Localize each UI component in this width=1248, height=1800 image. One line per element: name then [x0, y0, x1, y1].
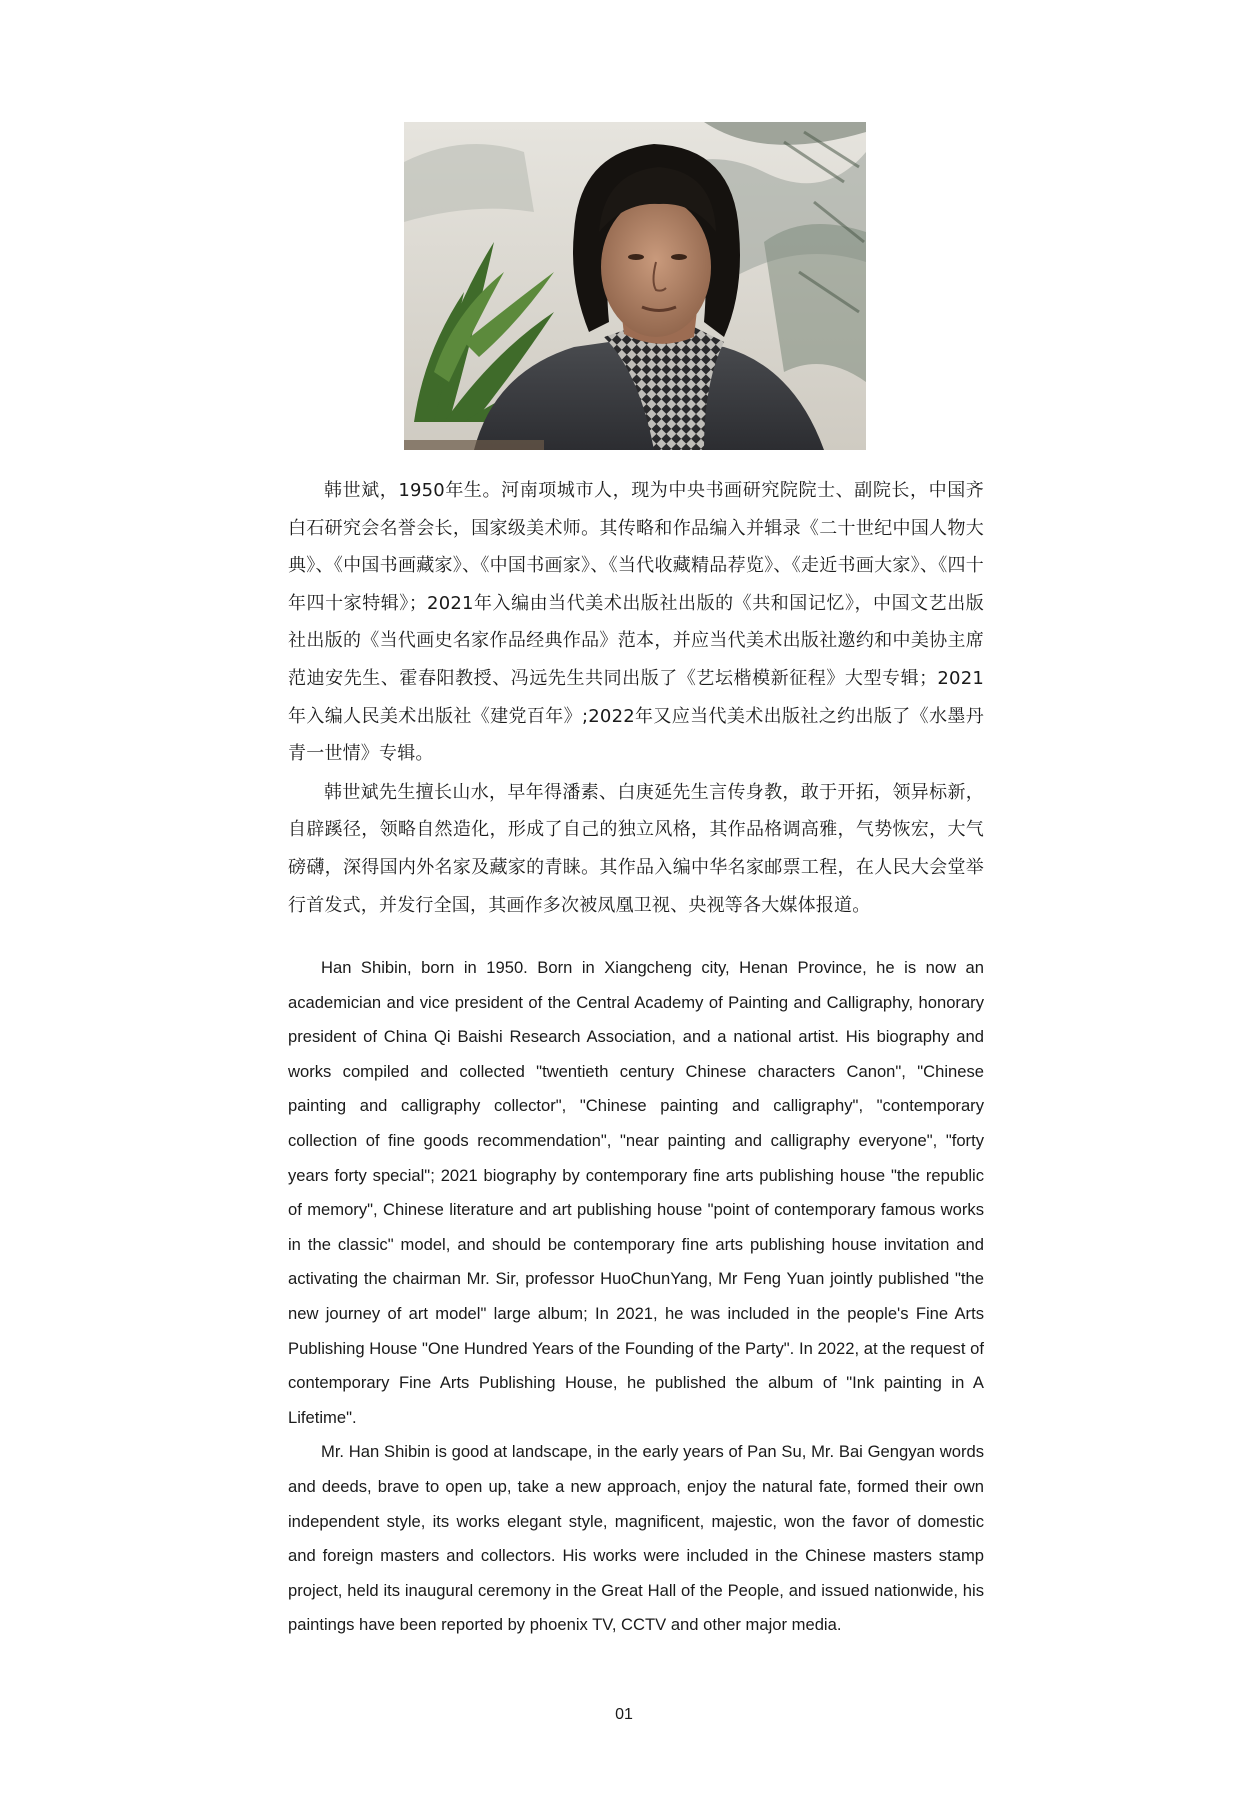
- chinese-paragraph-1: 韩世斌，1950年生。河南项城市人，现为中央书画研究院院士、副院长，中国齐白石研究会名誉会长，国家级美术师。其传略和作品编入并辑录《二十世纪中国人物大典》、《中国书画藏家》、《中国书画家》、《当代收藏精品荐览》、《走近书画大家》、《四十年四十家特辑》；2021年入编由当代美术出版社出版的《共和国记忆》，中国文艺出版社出版的《当代画史名家作品经典作品》范本，并应当代美术出版社邀约和中美协主席范迪安先生、霍春阳教授、冯远先生共同出版了《艺坛楷模新征程》大型专辑；2021年入编人民美术出版社《建党百年》;2022年又应当代美术出版社之约出版了《水墨丹青一世情》专辑。: [288, 480, 984, 765]
- portrait-photo: [404, 122, 866, 450]
- chinese-biography: [288, 472, 984, 924]
- english-paragraph-2: Mr. Han Shibin is good at landscape, in the early years of Pan Su, Mr. Bai Gengyan words and deeds, brave to open up, take a new approach, enjoy the natural fate, formed their own independent style, its works elegant style, magnificent, majestic, won the favor of domestic and foreign masters and collectors. His works were included in the Chinese masters stamp project, held its inaugural ceremony in the Great Hall of the People, and issued nationwide, his paintings have been reported by phoenix TV, CCTV and other major media.: [288, 1442, 984, 1635]
- chinese-paragraph-2: 韩世斌先生擅长山水，早年得潘素、白庚延先生言传身教，敢于开拓，领异标新，自辟蹊径，领略自然造化，形成了自己的独立风格，其作品格调高雅，气势恢宏，大气磅礴，深得国内外名家及藏家的青睐。其作品入编中华名家邮票工程，在人民大会堂举行首发式，并发行全国，其画作多次被凤凰卫视、央视等各大媒体报道。: [288, 781, 984, 916]
- english-biography: [288, 951, 984, 1643]
- page-number: 01: [615, 1706, 633, 1723]
- english-paragraph-1: Han Shibin, born in 1950. Born in Xiangcheng city, Henan Province, he is now an academician and vice president of the Central Academy of Painting and Calligraphy, honorary president of China Qi Baishi Research Association, and a national artist. His biography and works compiled and collected "twentieth century Chinese characters Canon", "Chinese painting and calligraphy collector", "Chinese painting and calligraphy", "contemporary collection of fine goods recommendation", "near painting and calligraphy everyone", "forty years forty special"; 2021 biography by contemporary fine arts publishing house "the republic of memory", Chinese literature and art publishing house "point of contemporary famous works in the classic" model, and should be contemporary fine arts publishing house invitation and activating the chairman Mr. Sir, professor HuoChunYang, Mr Feng Yuan jointly published "the new journey of art model" large album; In 2021, he was included in the people's Fine Arts Publishing House "One Hundred Years of the Founding of the Party". In 2022, at the request of contemporary Fine Arts Publishing House, he published the album of "Ink painting in A Lifetime".: [288, 958, 984, 1427]
